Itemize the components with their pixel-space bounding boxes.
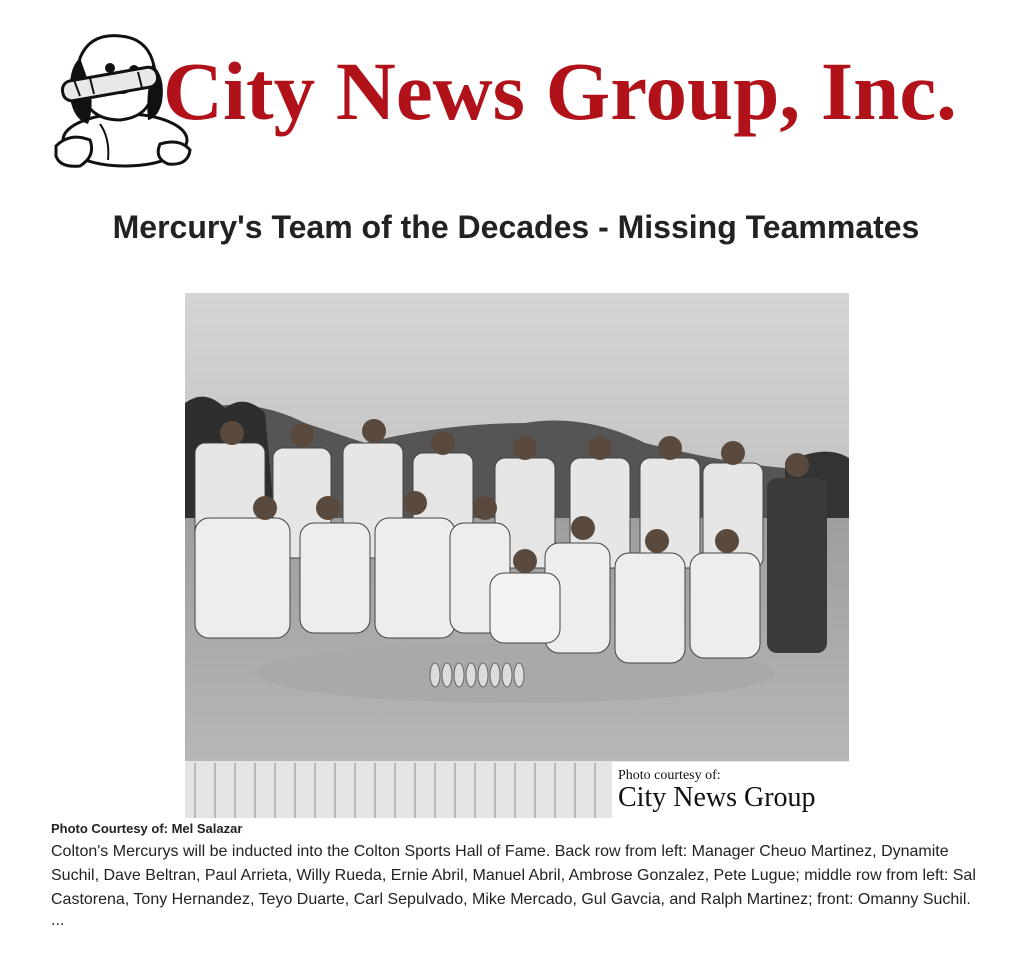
masthead[interactable] [50,28,980,174]
photo-caption: Colton's Mercurys will be inducted into the Colton Sports Hall of Fame. Back row from left: Manager Cheuo Martinez, Dynamite Suchil, Dave Beltran, Paul Arrieta, Willy Rueda, Ernie Abril, Manuel Abril, Ambrose Gonzalez, Pete Lugue; middle row from left: Sal Castorena, Tony Hernandez, Teyo Duarte, Carl Sepulvado, Mike Mercado, Gul Gavcia, and Ralph Martinez; front: Omanny Suchil. [51,843,976,908]
page-title: Mercury's Team of the Decades - Missing Teammates [112,209,920,245]
watermark-line1: Photo courtesy of: [618,768,721,783]
team-photo-image [185,293,849,818]
photo-watermark [612,762,849,818]
brand-name[interactable]: City News Group, Inc. [163,45,957,137]
photo-credit: Photo Courtesy of: Mel Salazar [51,821,243,836]
read-more-ellipsis[interactable]: ... [51,912,65,929]
team-photo [185,293,849,818]
watermark-line2: City News Group [618,782,816,813]
